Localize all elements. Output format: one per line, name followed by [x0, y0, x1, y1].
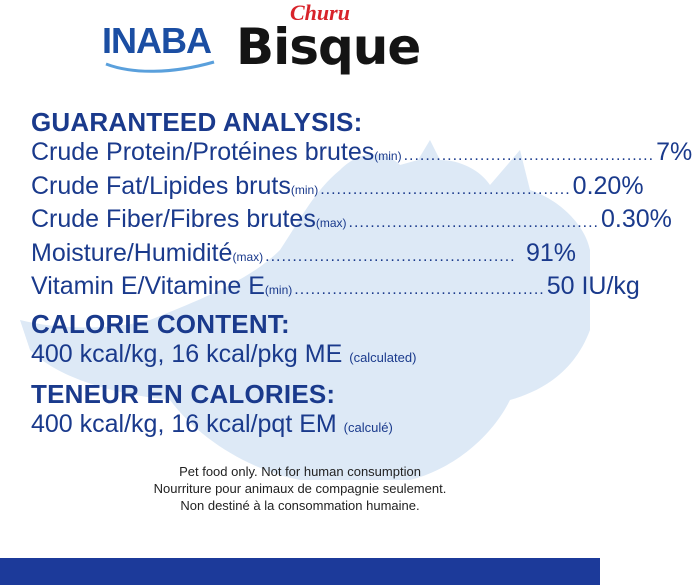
analysis-value: 50 IU/kg	[546, 272, 640, 300]
teneur-calories-heading: TENEUR EN CALORIES:	[31, 378, 336, 409]
analysis-row	[31, 272, 640, 306]
leader-dots: ..............................................	[403, 147, 655, 164]
inaba-logo	[102, 14, 220, 74]
analysis-row	[31, 138, 692, 172]
wave-icon	[102, 58, 220, 78]
analysis-label: Vitamin E/Vitamine E	[31, 272, 265, 300]
leader-dots: ..............................................	[348, 214, 599, 231]
bisque-wordmark: Bisque	[236, 18, 421, 76]
calorie-content-note: (calculated)	[349, 349, 417, 365]
analysis-value: 0.30%	[600, 205, 672, 233]
disclaimer-line: Nourriture pour animaux de compagnie seulement.	[153, 481, 447, 496]
churu-script-logo: Churu	[290, 0, 350, 25]
nutrition-panel	[31, 106, 692, 442]
analysis-label: Crude Fat/Lipides bruts	[31, 171, 291, 200]
disclaimer-line: Non destiné à la consommation humaine.	[180, 498, 420, 513]
analysis-value: 7%	[656, 138, 692, 166]
guaranteed-analysis-heading: GUARANTEED ANALYSIS:	[31, 107, 363, 137]
analysis-value: 0.20%	[572, 171, 644, 200]
teneur-calories-line	[31, 410, 576, 442]
inaba-logo-text: INABA	[102, 20, 211, 61]
leader-dots: ..............................................	[294, 281, 545, 298]
leader-dots: ..............................................	[265, 247, 516, 265]
teneur-calories-note: (calculé)	[343, 419, 393, 435]
analysis-label: Moisture/Humidité	[31, 238, 233, 267]
analysis-label: Crude Protein/Protéines brutes	[31, 138, 375, 166]
bottom-color-band	[0, 558, 600, 585]
brand-header	[0, 0, 600, 90]
leader-dots: ..............................................	[320, 180, 571, 198]
analysis-row	[31, 205, 672, 239]
analysis-label: Crude Fiber/Fibres brutes	[31, 205, 316, 233]
analysis-qualifier: (max)	[315, 216, 347, 230]
calorie-content-value: 400 kcal/kg, 16 kcal/pkg ME	[31, 339, 343, 368]
analysis-value: 91%	[525, 238, 576, 267]
analysis-row	[31, 171, 644, 206]
analysis-qualifier: (max)	[232, 249, 264, 264]
disclaimer-line: Pet food only. Not for human consumption	[179, 464, 421, 479]
disclaimer	[0, 463, 600, 514]
analysis-qualifier: (min)	[374, 149, 402, 163]
analysis-row	[31, 239, 576, 273]
analysis-qualifier: (min)	[264, 283, 293, 297]
teneur-calories-value: 400 kcal/kg, 16 kcal/pqt EM	[31, 409, 337, 438]
calorie-content-line	[31, 340, 576, 372]
calorie-content-heading: CALORIE CONTENT:	[31, 308, 290, 339]
analysis-qualifier: (min)	[290, 182, 319, 197]
